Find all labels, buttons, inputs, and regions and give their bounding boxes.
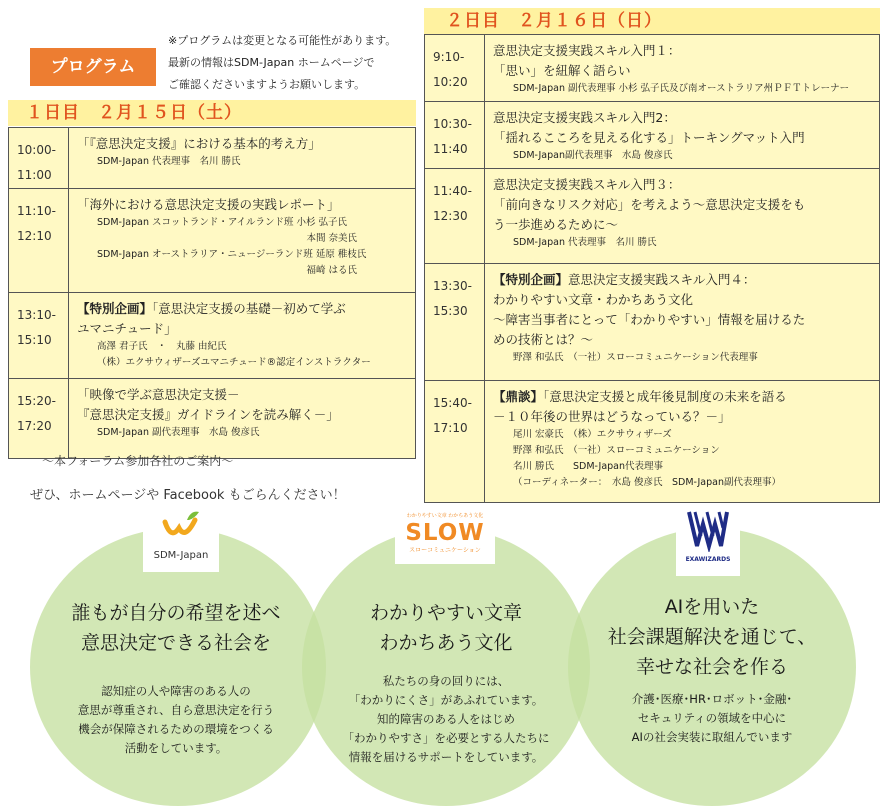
exa-body [582, 690, 842, 747]
note-line: 最新の情報はSDM-Japan ホームページで [168, 56, 375, 69]
session-title-text: 「海外における意思決定支援の実践レポート」 [77, 197, 340, 212]
session-speaker: SDM-Japan 副代表理事 小杉 弘子氏及び南オーストラリア州ＰＦＴトレーナー [513, 83, 850, 94]
session-title-line [493, 215, 871, 235]
session-title-text: －１０年後の世界はどうなっている？－」 [493, 409, 731, 424]
time-line: 9:10- [433, 50, 465, 64]
program-badge: プログラム [30, 48, 156, 86]
slow-logo-text: SLOW [405, 520, 485, 546]
session-title-text: わかりやすい文章・わかちあう文化 [493, 292, 694, 307]
session-content [485, 264, 880, 381]
day2-schedule-table [424, 34, 880, 503]
session-title-text: 「揺れるこころを見える化する」トーキングマット入門 [493, 130, 805, 145]
session-row [9, 379, 416, 459]
exawizards-logo-text: EXAWIZARDS [685, 556, 731, 563]
time-line: 15:40- [433, 396, 472, 410]
time-line: 11:40 [433, 142, 468, 156]
sdm-body [44, 682, 308, 758]
session-speaker: （コーディネーター： 水島 俊彦氏 SDM-Japan副代表理事） [513, 477, 782, 488]
exawizards-logo [676, 506, 740, 576]
time-line: 12:30 [433, 209, 468, 223]
headline-line: わかりやすい文章 [369, 602, 522, 624]
body-line: 私たちの身の回りには、 [382, 674, 510, 688]
body-line: 情報を届けるサポートをしています。 [348, 750, 544, 764]
session-speaker: SDM-Japan副代表理事 水島 俊彦氏 [513, 150, 673, 161]
slow-logo [395, 512, 495, 564]
session-time [9, 379, 69, 459]
time-line: 15:20- [17, 394, 56, 408]
session-title-line [77, 319, 407, 339]
session-title-line [77, 405, 407, 425]
session-content [485, 102, 880, 169]
session-tag: 【特別企画】 [77, 301, 153, 316]
time-line: 12:10 [17, 229, 52, 243]
time-line: 11:40- [433, 184, 472, 198]
session-speaker: SDM-Japan 代表理事 名川 勝氏 [97, 156, 241, 167]
session-speaker: SDM-Japan オーストラリア・ニュージーランド班 延原 稚枝氏 [97, 249, 367, 260]
sdm-headline [44, 598, 308, 658]
sdm-japan-logo [143, 510, 219, 572]
body-line: 「わかりにくさ」があふれています。 [348, 693, 544, 707]
session-title-text: 「意思決定支援の基礎－初めて学ぶ [152, 301, 346, 316]
session-speaker: 野澤 和弘氏 （一社）スローコミュニケーション代表理事 [513, 352, 758, 363]
session-title-text: 『意思決定支援』ガイドラインを読み解く－」 [77, 407, 339, 422]
exa-headline [582, 592, 842, 682]
day2-header: ２日目 ２月１６日（日） [424, 8, 880, 34]
session-title-line [77, 195, 407, 215]
day1-schedule-table [8, 127, 416, 459]
session-title-line [77, 385, 407, 405]
session-title-line [493, 330, 871, 350]
time-line: 17:10 [433, 421, 468, 435]
session-title-line [493, 175, 871, 195]
session-content [69, 189, 416, 293]
session-speaker: 尾川 宏豪氏 （株）エクサウィザーズ [513, 429, 672, 440]
slow-logo-tagline: わかりやすい文章 わかちあう文化 [406, 513, 484, 519]
session-title-line [493, 128, 871, 148]
exawizards-logo-icon [685, 506, 731, 552]
session-title-line [493, 108, 871, 128]
note-line: ご確認くださいますようお願いします。 [168, 78, 366, 91]
session-title-line [77, 134, 407, 154]
time-line: 15:30 [433, 304, 468, 318]
session-content [69, 128, 416, 189]
time-line: 10:30- [433, 117, 472, 131]
session-speaker: （株）エクサウィザーズユマニチュード®認定インストラクター [97, 357, 371, 368]
session-speaker: SDM-Japan スコットランド・アイルランド班 小杉 弘子氏 [97, 217, 348, 228]
session-time [425, 381, 485, 503]
body-line: 「わかりやすさ」を必要とする人たちに [342, 731, 550, 745]
session-time [425, 102, 485, 169]
headline-line: 誰もが自分の希望を述べ [71, 602, 281, 624]
session-speaker: 福崎 はる氏 [306, 265, 357, 276]
session-title-line [493, 61, 871, 81]
session-row [9, 293, 416, 379]
session-time [425, 169, 485, 264]
slow-logo-sub: スローコミュニケーション [409, 547, 481, 554]
session-title-text: 「意思決定支援と成年後見制度の未来を語る [543, 389, 787, 404]
headline-line: 社会課題解決を通じて、 [607, 626, 817, 648]
session-row [425, 35, 880, 102]
forum-subtext: ぜひ、ホームページや Facebook もごらんください！ [30, 488, 346, 503]
sdm-logo-icon [161, 510, 201, 546]
session-title-line [77, 299, 407, 319]
session-row [9, 128, 416, 189]
session-title-text: 「思い」を紐解く語らい [493, 63, 631, 78]
session-content [69, 379, 416, 459]
body-line: AIの社会実装に取組んでいます [631, 730, 793, 744]
session-title-text: 「『意思決定支援』における基本的考え方」 [77, 136, 321, 151]
session-time [425, 264, 485, 381]
session-content [485, 169, 880, 264]
session-content [69, 293, 416, 379]
session-title-line [493, 195, 871, 215]
time-line: 11:10- [17, 204, 56, 218]
session-title-line [493, 270, 871, 290]
time-line: 11:00 [17, 168, 52, 182]
session-title-line [493, 387, 871, 407]
session-speaker: SDM-Japan 副代表理事 水島 俊彦氏 [97, 427, 260, 438]
session-title-line [493, 310, 871, 330]
slow-body [316, 672, 576, 767]
session-title-text: 意思決定支援実践スキル入門４： [568, 272, 756, 287]
body-line: 介護･医療･HR･ロボット･金融･ [631, 692, 793, 706]
body-line: セキュリティの領域を中心に [637, 711, 787, 725]
session-tag: 【鼎談】 [493, 389, 544, 404]
session-row [425, 264, 880, 381]
session-content [485, 381, 880, 503]
headline-line: わかちあう文化 [379, 632, 513, 654]
forum-heading: ～本フォーラム参加各社のご案内～ [42, 454, 234, 468]
session-tag: 【特別企画】 [493, 272, 569, 287]
note-line: ※プログラムは変更となる可能性があります。 [168, 34, 397, 47]
session-title-text: う一歩進めるために～ [493, 217, 619, 232]
time-line: 10:00- [17, 143, 56, 157]
headline-line: AIを用いた [664, 596, 760, 618]
headline-line: 意思決定できる社会を [80, 632, 271, 654]
session-title-text: ～障害当事者にとって「わかりやすい」情報を届けるた [493, 312, 806, 327]
body-line: 知的障害のある人をはじめ [377, 712, 515, 726]
session-title-text: 意思決定支援実践スキル入門１： [493, 43, 681, 58]
session-title-line [493, 41, 871, 61]
session-title-line [493, 407, 871, 427]
session-title-line [493, 290, 871, 310]
session-title-text: めの技術とは？～ [493, 332, 594, 347]
sdm-logo-text: SDM-Japan [153, 550, 209, 561]
slow-headline [316, 598, 576, 658]
time-line: 10:20 [433, 75, 468, 89]
session-row [425, 169, 880, 264]
session-speaker: 野澤 和弘氏 （一社）スローコミュニケーション [513, 445, 720, 456]
session-title-text: 「前向きなリスク対応」を考えよう～意思決定支援をも [493, 197, 806, 212]
session-row [9, 189, 416, 293]
day1-header: １日目 ２月１５日（土） [8, 100, 416, 126]
time-line: 13:30- [433, 279, 472, 293]
session-time [9, 128, 69, 189]
body-line: 認知症の人や障害のある人の [101, 684, 251, 698]
session-row [425, 102, 880, 169]
session-time [9, 293, 69, 379]
session-time [9, 189, 69, 293]
time-line: 17:20 [17, 419, 52, 433]
session-title-text: 意思決定支援実践スキル入門2： [493, 110, 676, 125]
body-line: 活動をしています。 [124, 741, 228, 755]
headline-line: 幸せな社会を作る [635, 656, 788, 678]
session-time [425, 35, 485, 102]
session-content [485, 35, 880, 102]
session-title-text: ユマニチュード」 [77, 321, 177, 336]
session-speaker: SDM-Japan 代表理事 名川 勝氏 [513, 237, 657, 248]
body-line: 意思が尊重され、自ら意思決定を行う [77, 703, 275, 717]
session-title-text: 意思決定支援実践スキル入門３： [493, 177, 681, 192]
program-note [168, 30, 423, 96]
time-line: 15:10 [17, 333, 52, 347]
session-row [425, 381, 880, 503]
body-line: 機会が保障されるための環境をつくる [78, 722, 274, 736]
session-speaker: 高澤 君子氏 ・ 丸藤 由紀氏 [97, 341, 227, 352]
time-line: 13:10- [17, 308, 56, 322]
session-title-text: 「映像で学ぶ意思決定支援－ [77, 387, 240, 402]
session-speaker: 本間 奈美氏 [306, 233, 357, 244]
session-speaker: 名川 勝氏 SDM-Japan代表理事 [513, 461, 664, 472]
